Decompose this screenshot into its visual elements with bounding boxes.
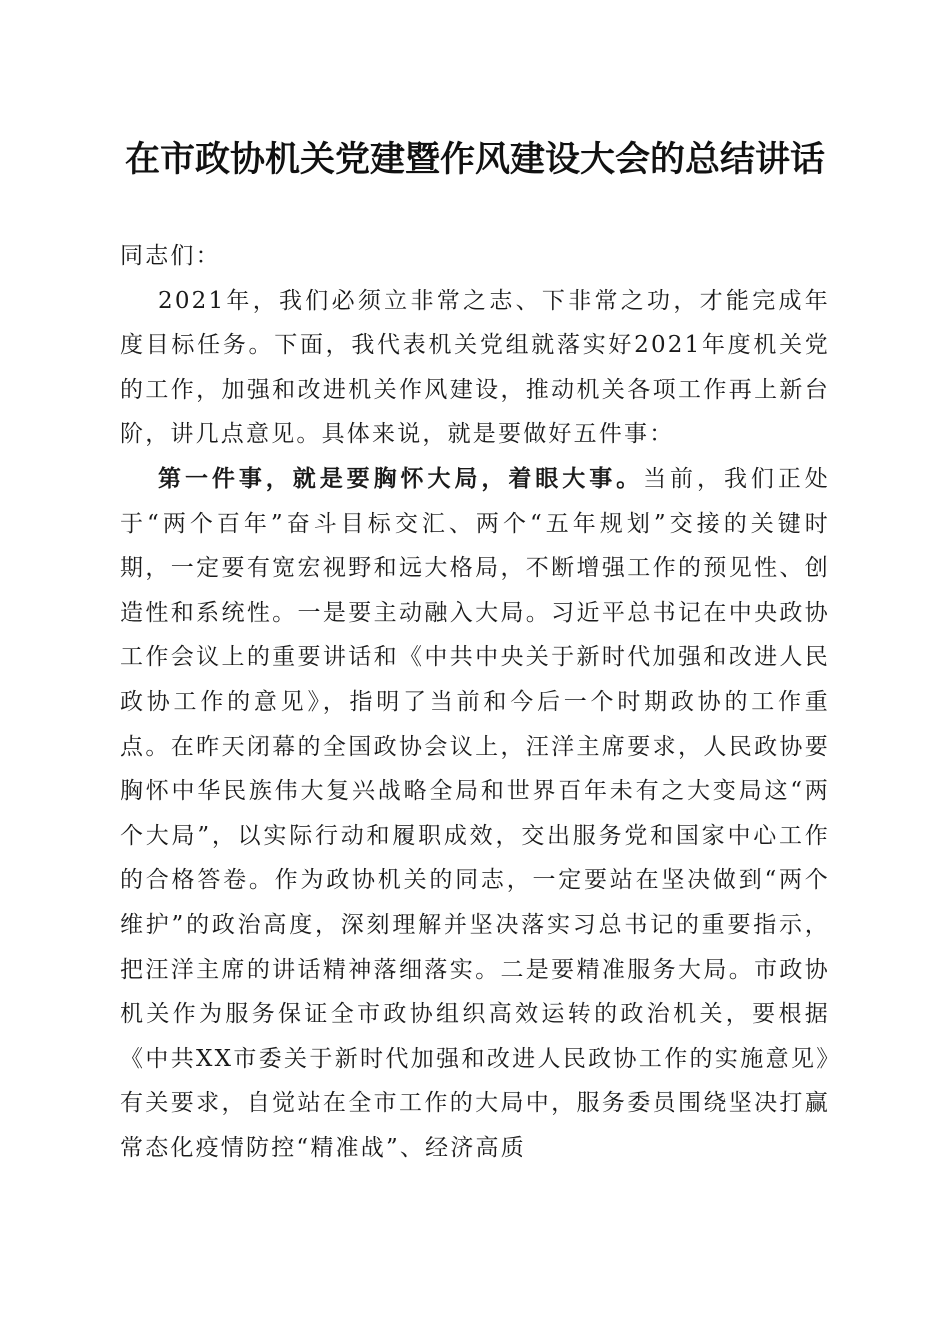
document-body: [120, 234, 830, 1170]
section-one-paragraph: [120, 457, 830, 1171]
intro-paragraph: 2021年，我们必须立非常之志、下非常之功，才能完成年度目标任务。下面，我代表机关党组就落实好2021年度机关党的工作，加强和改进机关作风建设，推动机关各项工作再上新台阶，讲几点意见。具体来说，就是要做好五件事：: [120, 287, 830, 448]
section-one-lead: 第一件事，就是要胸怀大局，着眼大事。: [158, 464, 644, 492]
salutation: 同志们：: [120, 243, 221, 269]
section-one-text: 当前，我们正处于“两个百年”奋斗目标交汇、两个“五年规划”交接的关键时期，一定要有宽宏视野和远大格局，不断增强工作的预见性、创造性和系统性。一是要主动融入大局。习近平总书记在中央政协工作会议上的重要讲话和《中共中央关于新时代加强和改进人民政协工作的意见》，指明了当前和今后一个时期政协的工作重点。在昨天闭幕的全国政协会议上，汪洋主席要求，人民政协要胸怀中华民族伟大复兴战略全局和世界百年未有之大变局这“两个大局”，以实际行动和履职成效，交出服务党和国家中心工作的合格答卷。作为政协机关的同志，一定要站在坚决做到“两个维护”的政治高度，深刻理解并坚决落实习总书记的重要指示，把汪洋主席的讲话精神落细落实。二是要精准服务大局。市政协机关作为服务保证全市政协组织高效运转的政治机关，要根据《中共XX市委关于新时代加强和改进人民政协工作的实施意见》有关要求，自觉站在全市工作的大局中，服务委员围绕坚决打赢常态化疫情防控“精准战”、经济高质: [120, 465, 830, 1161]
document-title: 在市政协机关党建暨作风建设大会的总结讲话: [124, 139, 825, 180]
